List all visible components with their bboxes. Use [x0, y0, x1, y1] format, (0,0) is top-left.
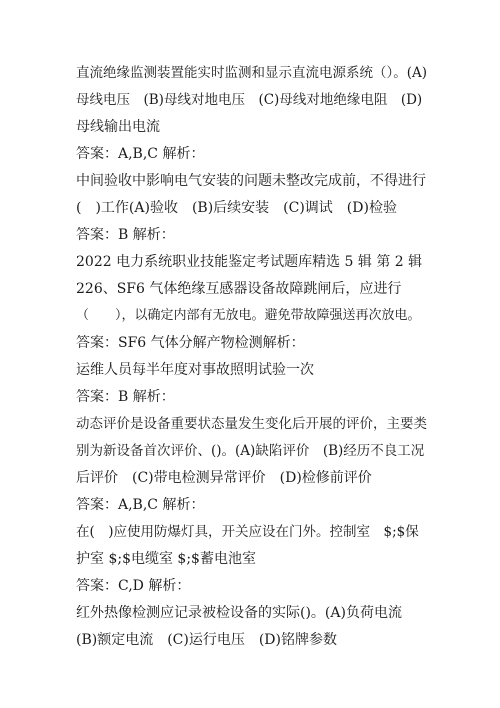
question-1-line-2: 母线电压 (B)母线对地电压 (C)母线对地绝缘电阻 (D): [76, 92, 423, 108]
answer-5: 答案：A,B,C 解析：: [76, 497, 205, 513]
section-heading: 2022 电力系统职业技能鉴定考试题库精选 5 辑 第 2 辑: [76, 254, 423, 270]
question-6-line-1: 在( )应使用防爆灯具，开关应设在门外。控制室 $;$保: [76, 524, 419, 540]
question-6-line-2: 护室 $;$电缆室 $;$蓄电池室: [76, 551, 256, 567]
question-7-line-1: 红外热像检测应记录被检设备的实际()。(A)负荷电流: [76, 605, 402, 621]
answer-6: 答案：C,D 解析：: [76, 578, 191, 594]
question-1-line-3: 母线输出电流: [76, 119, 160, 135]
question-3-line-2: （ ），以确定内部有无放电。避免带故障强送再次放电。: [76, 308, 421, 323]
answer-3: 答案：SF6 气体分解产物检测解析：: [76, 335, 305, 351]
question-3-line-1: 226、SF6 气体绝缘互感器设备故障跳闸后，应进行: [76, 281, 402, 297]
answer-1: 答案：A,B,C 解析：: [76, 146, 205, 162]
question-5-line-2: 别为新设备首次评价、()。(A)缺陷评价 (B)经历不良工况: [76, 443, 425, 459]
answer-2: 答案：B 解析：: [76, 227, 175, 243]
question-2-line-1: 中间验收中影响电气安装的问题未整改完成前，不得进行: [76, 173, 426, 189]
question-4-line-1: 运维人员每半年度对事故照明试验一次: [76, 362, 314, 378]
question-2-line-2: ( )工作(A)验收 (B)后续安装 (C)调试 (D)检验: [76, 200, 397, 216]
answer-4: 答案：B 解析：: [76, 389, 175, 405]
question-1-line-1: 直流绝缘监测装置能实时监测和显示直流电源系统（）。(A): [76, 65, 428, 81]
question-5-line-1: 动态评价是设备重要状态量发生变化后开展的评价，主要类: [76, 416, 427, 432]
question-5-line-3: 后评价 (C)带电检测异常评价 (D)检修前评价: [76, 470, 372, 486]
question-7-line-2: (B)额定电流 (C)运行电压 (D)铭牌参数: [76, 632, 337, 648]
